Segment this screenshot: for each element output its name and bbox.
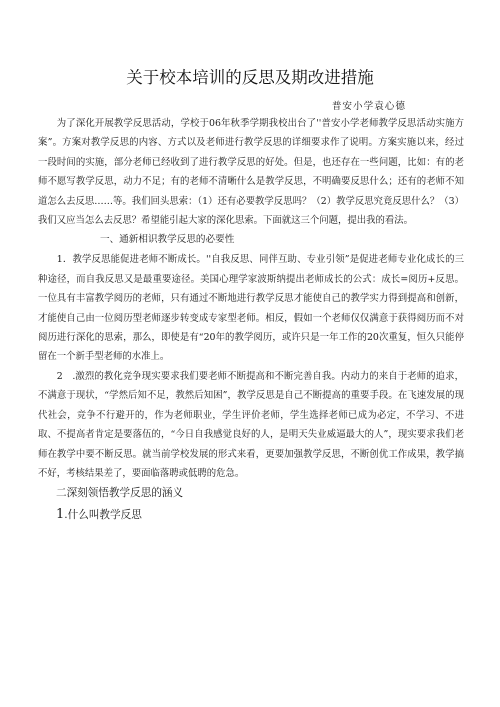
subheading-text: .什么叫教学反思 <box>64 509 142 522</box>
section-heading-1: 一、通新相识教学反思的必要性 <box>100 234 235 246</box>
section-1-point-2: 2 .激烈的教化竞争现实要求我们要老师不断提高和不断完善自我。内动力的来自于老师的追求，不满意于现状，“学然后知不足，教然后知困”，教学反思是自己不断提高的重要手段。在飞速发展的现代社会，竞争不行避开的，作为老师职业，学生评价老师，学生选择老师已成为必定，不学习、不进取、不提高者肯定是要落伍的，“今日自我感觉良好的人，是明天失业威逼最大的人”，现实要求我们老师在教学中要不断反思。就当前学校发展的形式来看，更要加强教学反思，不断创优工作成果，教学搞不好，考核结果差了，要面临落聘或低聘的危急。 <box>38 370 464 479</box>
section-1-point-1: 1．教学反思能促进老师不断成长。''自我反思、同伴互助、专业引领”是促进老师专业化成长的三种途径，而自我反思又是最重要途径。美国心理学家波斯纳提出老师成长的公式：成长=阅历+反思。一位具有丰富教学阅历的老师，只有通过不断地进行教学反思才能使自己的教学实力得到提高和创新，才能使自己由一位阅历型老师逐步转变成专家型老师。相反，假如一个老师仅仅满意于获得阅历而不对阅历进行深化的思索，那么，即使是有“20年的教学阅历，或许只是一年工作的20次重复，恒久只能停留在一个新手型老师的水准上。 <box>38 254 464 363</box>
section-2-subheading <box>38 504 464 526</box>
subheading-number: 1 <box>56 507 65 523</box>
section-heading-2: 二深刻领悟教学反思的涵义 <box>56 487 184 500</box>
intro-paragraph: 为了深化开展教学反思活动，学校于06年秋季学期我校出台了''普安小学老师教学反思活动实施方案”。方案对教学反思的内容、方式以及老师进行教学反思的详细要求作了说明。方案实施以来，经过一段时间的实施，部分老师已经收到了进行教学反思的好处。但是，也还存在一些问题，比如：有的老师不愿写教学反思，动力不足；有的老师不清晰什么是教学反思，不明确要反思什么；还有的老师不知道怎么去反思……等。我们回头思索：（1）还有必要教学反思吗？（2）教学反思究竟反思什么？（3）我们又应当怎么去反思？希望能引起大家的深化思索。下面就这三个问题，提出我的看法。 <box>38 118 464 227</box>
document-author: 普安小学袁心德 <box>331 101 406 112</box>
document-body <box>38 114 464 526</box>
document-title: 关于校本培训的反思及期改进措施 <box>126 68 374 87</box>
